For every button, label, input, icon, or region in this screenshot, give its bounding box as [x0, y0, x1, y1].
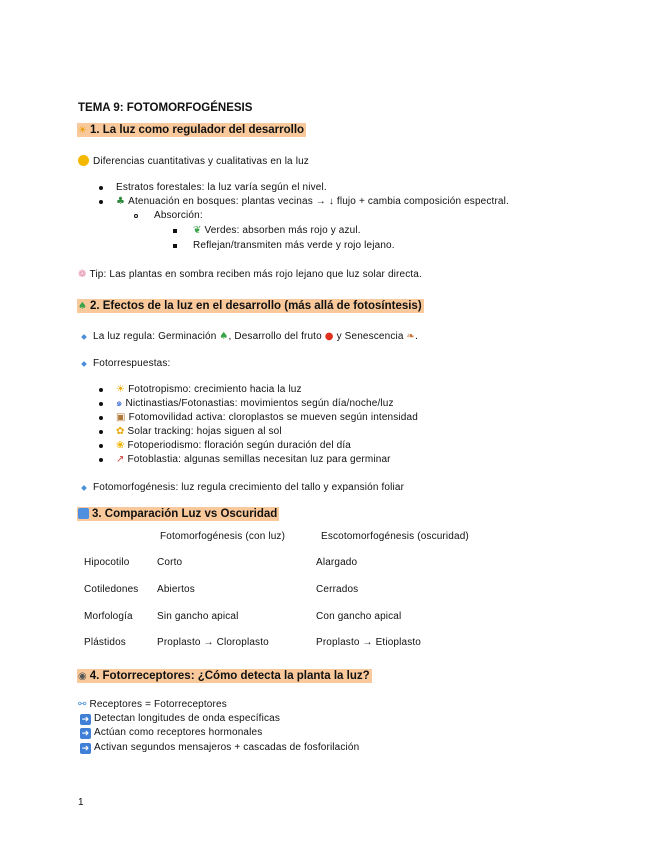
section-1-intro: [78, 155, 309, 167]
yellow-circle-icon: [78, 155, 89, 166]
table-header-dark: Escotomorfogénesis (oscuridad): [321, 531, 469, 542]
list-item-text: Fotoperiodismo: floración según duración del día: [127, 440, 351, 451]
fallen-leaf-icon: ❧: [406, 331, 416, 342]
table-cell: Con gancho apical: [316, 611, 402, 622]
sun-icon: ☀: [78, 125, 87, 136]
package-icon: ▣: [116, 412, 126, 423]
seedling-icon: ♠: [219, 331, 229, 342]
table-row-label: Plástidos: [84, 637, 126, 648]
tree-icon: ♣: [116, 196, 126, 207]
arrows-cycle-icon: [78, 508, 89, 519]
line-text: Receptores = Fotorreceptores: [89, 699, 227, 710]
bullet-icon: [99, 402, 103, 406]
table-row-label: Cotiledones: [84, 584, 139, 595]
table-cell: Corto: [157, 557, 183, 568]
bullet-icon: [99, 458, 103, 462]
blue-diamond-icon: [81, 334, 87, 340]
line-text: Actúan como receptores hormonales: [94, 727, 263, 738]
receptors-line: [78, 699, 227, 710]
section-1-heading: [77, 124, 306, 136]
blue-diamond-icon: [81, 485, 87, 491]
section-4-heading: [77, 670, 372, 682]
table-row-label: Hipocotilo: [84, 557, 130, 568]
bullet-icon: [99, 388, 103, 392]
table-cell: Alargado: [316, 557, 358, 568]
fotomorfogenesis-line: Fotomorfogénesis: luz regula crecimiento del tallo y expansión foliar: [93, 482, 405, 493]
tomato-icon: ●: [324, 331, 334, 342]
line-text: Detectan longitudes de onda específicas: [94, 713, 280, 724]
list-item: [116, 412, 418, 423]
intro-text: Diferencias cuantitativas y cualitativas en la luz: [93, 156, 309, 167]
list-item-text: Fototropismo: crecimiento hacia la luz: [128, 384, 302, 395]
list-item: [116, 196, 509, 207]
bullet-icon: [99, 430, 103, 434]
tip-line: [78, 269, 422, 280]
list-item-text: Solar tracking: hojas siguen al sol: [127, 426, 282, 437]
right-arrow-icon: ➜: [81, 714, 90, 724]
section-2-heading: [77, 300, 424, 312]
line-text: La luz regula: Germinación: [93, 331, 217, 342]
line-text: , Desarrollo del fruto: [228, 331, 322, 342]
bullet-icon: [99, 444, 103, 448]
list-item-text: Fotoblastia: algunas semillas necesitan luz para germinar: [127, 454, 391, 465]
list-item: [116, 398, 394, 409]
sun-face-icon: ☀: [116, 384, 126, 395]
table-cell: Cerrados: [316, 584, 359, 595]
section-3-heading-text: 3. Comparación Luz vs Oscuridad: [92, 508, 278, 520]
list-item-text: Atenuación en bosques: plantas vecinas → ↓ flujo + cambia composición espectral.: [128, 196, 509, 207]
bullet-icon: [99, 186, 103, 190]
fotorrespuestas-label: Fotorrespuestas:: [93, 358, 171, 369]
seedling-icon: ♠: [78, 301, 87, 312]
chart-increasing-icon: ↗: [116, 454, 125, 465]
dna-icon: ⚯: [78, 699, 87, 710]
line-text: .: [415, 331, 418, 342]
list-item-text: Nictinastias/Fotonastias: movimientos según día/noche/luz: [125, 398, 394, 409]
list-item: [116, 440, 351, 451]
herb-icon: ❦: [193, 225, 202, 236]
circle-bullet-icon: [134, 214, 138, 218]
table-header-light: Fotomorfogénesis (con luz): [160, 531, 286, 542]
blossom-icon: ❀: [116, 440, 125, 451]
section-3-heading: [77, 508, 279, 520]
regulation-line: [93, 331, 418, 342]
section-4-heading-text: 4. Fotorreceptores: ¿Cómo detecta la planta la luz?: [89, 670, 370, 682]
page-number: 1: [78, 797, 84, 808]
list-item: Absorción:: [154, 210, 203, 221]
table-cell: Sin gancho apical: [157, 611, 239, 622]
blue-diamond-icon: [81, 361, 87, 367]
cyclone-icon: ๑: [116, 398, 123, 409]
eye-icon: ◉: [78, 671, 87, 682]
list-item: Reflejan/transmiten más verde y rojo lejano.: [193, 240, 395, 251]
table-cell: Proplasto → Etioplasto: [316, 637, 422, 648]
section-1-heading-text: 1. La luz como regulador del desarrollo: [89, 124, 305, 136]
list-item: [116, 426, 282, 437]
right-arrow-icon: ➜: [81, 728, 90, 738]
section-2-heading-text: 2. Efectos de la luz en el desarrollo (más allá de fotosíntesis): [89, 300, 422, 312]
square-bullet-icon: [173, 229, 177, 233]
list-item-text: Fotomovilidad activa: cloroplastos se mueven según intensidad: [128, 412, 418, 423]
receptors-line: [80, 727, 262, 739]
page-title: TEMA 9: FOTOMORFOGÉNESIS: [78, 102, 253, 114]
list-item: [193, 225, 361, 236]
list-item: Estratos forestales: la luz varía según el nivel.: [116, 182, 327, 193]
list-item-text: Verdes: absorben más rojo y azul.: [204, 225, 361, 236]
list-item: [116, 454, 391, 465]
line-text: Activan segundos mensajeros + cascadas de fosforilación: [94, 742, 360, 753]
receptors-line: [80, 742, 359, 754]
table-cell: Abiertos: [157, 584, 195, 595]
square-bullet-icon: [173, 244, 177, 248]
brain-icon: ❁: [78, 269, 87, 280]
bullet-icon: [99, 416, 103, 420]
table-row-label: Morfología: [84, 611, 133, 622]
receptors-line: [80, 713, 280, 725]
line-text: y Senescencia: [336, 331, 404, 342]
right-arrow-icon: ➜: [81, 743, 90, 753]
list-item: [116, 384, 302, 395]
bullet-icon: [99, 200, 103, 204]
table-cell: Proplasto → Cloroplasto: [157, 637, 269, 648]
tip-text: Tip: Las plantas en sombra reciben más rojo lejano que luz solar directa.: [89, 269, 422, 280]
sunflower-icon: ✿: [116, 426, 125, 437]
